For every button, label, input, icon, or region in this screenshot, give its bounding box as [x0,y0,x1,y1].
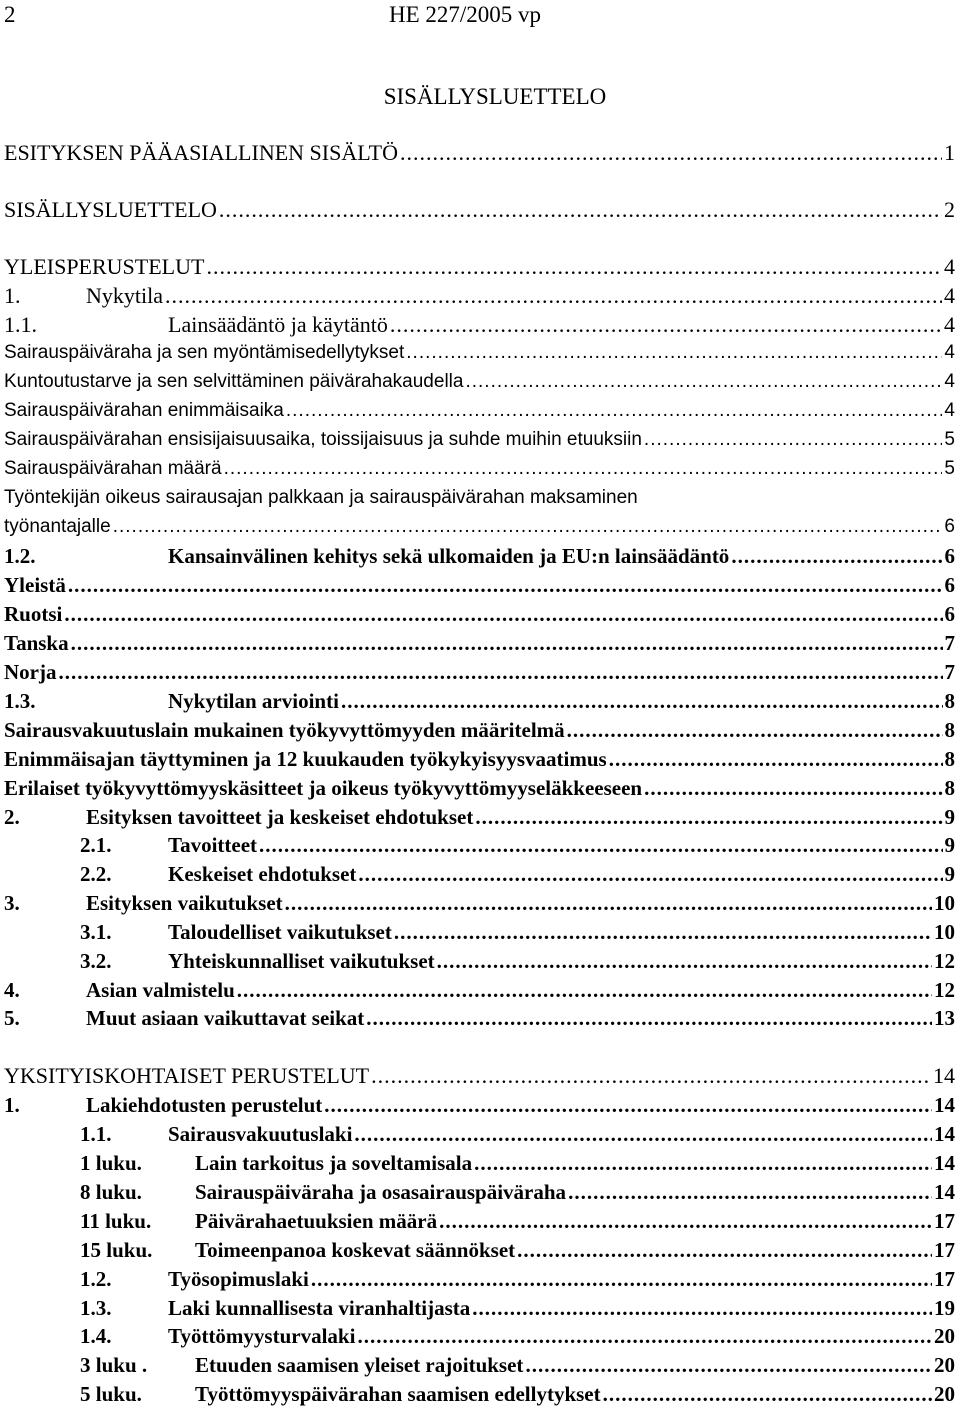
toc-entry-page: 8 [944,776,955,800]
toc-dot-leader [357,1322,932,1350]
toc-entry[interactable] [80,1294,955,1322]
toc-entry-number: 5. [4,1006,20,1030]
toc-entry[interactable] [80,1380,955,1408]
toc-dot-leader [731,542,942,570]
page-number: 2 [4,2,16,27]
toc-entry[interactable] [4,774,955,802]
toc-entry-title: Lain tarkoitus ja soveltamisala [195,1151,473,1175]
toc-dot-leader [644,426,943,454]
toc-entry[interactable] [4,571,955,599]
toc-entry-number: 1. [4,1093,20,1117]
toc-dot-leader [219,196,942,224]
toc-entry-number: 1.2. [80,1267,112,1291]
toc-entry-title: Ruotsi [4,602,63,626]
toc-entry-page: 20 [934,1382,955,1406]
toc-entry-number: 1.3. [4,689,36,713]
toc-entry-page: 9 [944,833,955,857]
toc-dot-leader [341,687,943,715]
toc-entry-title: Työntekijän oikeus sairausajan palkkaan ja sairauspäivärahan maksaminen [4,487,638,508]
toc-entry[interactable] [4,976,955,1004]
toc-entry-number: 1.3. [80,1296,112,1320]
toc-entry[interactable] [4,426,955,454]
toc-dot-leader [644,774,942,802]
toc-entry[interactable] [80,1120,955,1148]
toc-entry[interactable] [4,1004,955,1032]
toc-dot-leader [358,860,942,888]
toc-entry[interactable] [80,918,955,946]
toc-entry-title: Tavoitteet [168,833,258,857]
toc-dot-leader [354,1120,932,1148]
toc-entry-number: 1 luku. [80,1151,142,1175]
toc-entry[interactable] [4,716,955,744]
toc-entry-title: Yleistä [4,573,66,597]
toc-dot-leader [603,1380,932,1408]
toc-entry-title: Erilaiset työkyvyttömyyskäsitteet ja oikeus työkyvyttömyyseläkkeeseen [4,776,643,800]
toc-entry-title: Esityksen tavoitteet ja keskeiset ehdotukset [86,805,474,829]
toc-entry[interactable] [4,658,955,686]
toc-entry[interactable] [4,889,955,917]
toc-entry-page: 14 [934,1180,955,1204]
toc-entry-number: 2. [4,805,20,829]
toc-entry-page: 6 [944,573,955,597]
toc-entry-number: 2.2. [80,862,112,886]
toc-entry-title: Kansainvälinen kehitys sekä ulkomaiden ja EU:n lainsäädäntö [168,544,730,568]
toc-entry-number: 3. [4,891,20,915]
toc-entry-page: 20 [934,1324,955,1348]
toc-entry-title: työnantajalle [4,516,111,537]
toc-entry-title: Taloudelliset vaikutukset [168,920,392,944]
toc-entry-page: 6 [944,602,955,626]
toc-entry-title: ESITYKSEN PÄÄASIALLINEN SISÄLTÖ [4,140,398,165]
toc-entry-title: Yhteiskunnalliset vaikutukset [168,949,435,973]
toc-entry-number: 3.2. [80,949,112,973]
toc-entry-number: 3.1. [80,920,112,944]
toc-entry-page: 1 [944,140,955,165]
toc-entry-page: 9 [944,805,955,829]
toc-dot-leader [64,600,942,628]
toc-entry[interactable] [4,542,955,570]
toc-entry[interactable] [4,745,955,773]
toc-entry[interactable] [4,1091,955,1119]
toc-entry-page: 12 [934,949,955,973]
toc-entry-page: 2 [944,197,955,222]
toc-entry-page: 4 [944,400,955,421]
toc-entry-title: Sairauspäiväraha ja osasairauspäiväraha [195,1180,567,1204]
toc-entry-title: Sairauspäivärahan enimmäisaika [4,400,284,421]
document-id: HE 227/2005 vp [389,2,542,27]
toc-entry-number: 15 luku. [80,1238,153,1262]
toc-entry-title: Sairauspäivärahan määrä [4,458,222,479]
toc-entry-title: Nykytila [86,283,163,308]
toc-entry-page: 7 [944,631,955,655]
toc-entry[interactable] [4,803,955,831]
toc-entry-title: Sairausvakuutuslain mukainen työkyvyttömyyden määritelmä [4,718,565,742]
toc-entry-title: YKSITYISKOHTAISET PERUSTELUT [4,1063,370,1088]
toc-entry-page: 14 [934,1122,955,1146]
toc-dot-leader [472,1294,932,1322]
toc-entry-title: Esityksen vaikutukset [86,891,283,915]
toc-entry[interactable] [4,253,955,281]
toc-entry-page: 8 [944,718,955,742]
toc-dot-leader [237,976,932,1004]
toc-entry-number: 5 luku. [80,1382,142,1406]
toc-entry[interactable] [4,339,955,367]
toc-dot-leader [206,253,942,281]
toc-entry[interactable] [80,1322,955,1350]
toc-entry-title: Nykytilan arviointi [168,689,339,713]
toc-entry-title: Enimmäisajan täyttyminen ja 12 kuukauden työkykyisyysvaatimus [4,747,607,771]
toc-entry-number: 1.2. [4,544,36,568]
toc-entry-page: 4 [944,342,955,363]
toc-dot-leader [165,282,942,310]
toc-dot-leader [465,368,942,396]
toc-entry-number: 3 luku . [80,1353,148,1377]
toc-dot-leader [259,831,942,859]
toc-entry-title: Päivärahaetuuksien määrä [195,1209,438,1233]
toc-dot-leader [439,1207,932,1235]
toc-entry-page: 10 [934,920,955,944]
toc-entry-page: 10 [934,891,955,915]
toc-entry[interactable] [4,600,955,628]
toc-entry[interactable] [80,1149,955,1177]
toc-entry-page: 7 [944,660,955,684]
toc-entry[interactable] [4,139,955,167]
toc-entry-page: 14 [934,1151,955,1175]
toc-title: SISÄLLYSLUETTELO [383,84,607,109]
toc-entry[interactable] [80,1236,955,1264]
toc-entry-page: 6 [944,516,955,537]
toc-entry[interactable] [4,311,955,339]
toc-dot-leader [324,1091,932,1119]
toc-entry-title: Muut asiaan vaikuttavat seikat [86,1006,365,1030]
toc-entry-title: Norja [4,660,57,684]
toc-entry[interactable] [4,282,955,310]
toc-entry-title: Tanska [4,631,69,655]
toc-dot-leader [474,1149,932,1177]
toc-entry-number: 2.1. [80,833,112,857]
toc-entry-page: 4 [944,254,955,279]
toc-entry[interactable] [4,397,955,425]
toc-entry-title: Työttömyysturvalaki [168,1324,356,1348]
toc-entry-title: Sairauspäivärahan ensisijaisuusaika, toissijaisuus ja suhde muihin etuuksiin [4,429,642,450]
toc-dot-leader [517,1236,932,1264]
toc-entry[interactable] [80,831,955,859]
toc-entry-page: 14 [933,1063,955,1088]
toc-entry-page: 8 [944,747,955,771]
toc-dot-leader [113,513,943,541]
toc-dot-leader [366,1004,932,1032]
toc-entry[interactable] [80,1207,955,1235]
toc-dot-leader [58,658,942,686]
toc-entry[interactable] [4,484,955,512]
toc-dot-leader [394,918,932,946]
toc-entry-title: Sairauspäiväraha ja sen myöntämisedellytykset [4,342,405,363]
toc-entry-page: 19 [934,1296,955,1320]
toc-entry[interactable] [80,860,955,888]
toc-entry[interactable] [4,629,955,657]
toc-dot-leader [437,947,932,975]
toc-entry-title: Lakiehdotusten perustelut [86,1093,323,1117]
toc-entry-title: Kuntoutustarve ja sen selvittäminen päivärahakaudella [4,371,464,392]
toc-dot-leader [567,716,943,744]
toc-entry-page: 17 [934,1238,955,1262]
toc-entry-number: 4. [4,978,20,1002]
toc-entry-title: Keskeiset ehdotukset [168,862,357,886]
toc-entry[interactable] [4,1062,955,1090]
toc-entry-page: 9 [944,862,955,886]
toc-entry-page: 4 [944,283,955,308]
toc-entry[interactable] [4,196,955,224]
toc-entry-page: 4 [944,371,955,392]
toc-dot-leader [311,1265,932,1293]
toc-entry-title: Asian valmistelu [86,978,235,1002]
toc-dot-leader [71,629,943,657]
toc-dot-leader [286,397,943,425]
toc-entry-title: YLEISPERUSTELUT [4,254,205,279]
toc-entry-title: Laki kunnallisesta viranhaltijasta [168,1296,471,1320]
toc-entry-page: 14 [934,1093,955,1117]
toc-dot-leader [568,1178,932,1206]
toc-entry[interactable] [80,1265,955,1293]
toc-dot-leader [68,571,943,599]
toc-dot-leader [525,1351,932,1379]
toc-entry[interactable] [80,1351,955,1379]
toc-dot-leader [390,311,942,339]
toc-dot-leader [406,339,942,367]
toc-entry-page: 17 [934,1267,955,1291]
toc-entry[interactable] [80,947,955,975]
toc-dot-leader [371,1062,931,1090]
toc-entry-number: 1.1. [80,1122,112,1146]
toc-entry[interactable] [4,687,955,715]
toc-dot-leader [400,139,942,167]
toc-entry-title: Etuuden saamisen yleiset rajoitukset [195,1353,524,1377]
toc-entry-title: SISÄLLYSLUETTELO [4,197,217,222]
toc-entry[interactable] [4,455,955,483]
toc-entry-title: Työttömyyspäivärahan saamisen edellytykset [195,1382,601,1406]
toc-entry[interactable] [4,368,955,396]
toc-dot-leader [475,803,942,831]
toc-entry-page: 12 [934,978,955,1002]
toc-entry-title: Toimeenpanoa koskevat säännökset [195,1238,516,1262]
toc-entry-page: 5 [944,429,955,450]
toc-entry-number: 8 luku. [80,1180,142,1204]
toc-entry-title: Sairausvakuutuslaki [168,1122,353,1146]
toc-entry-page: 20 [934,1353,955,1377]
toc-entry-page: 5 [944,458,955,479]
toc-entry-number: 11 luku. [80,1209,152,1233]
toc-dot-leader [609,745,943,773]
toc-entry-page: 4 [944,312,955,337]
toc-dot-leader [285,889,932,917]
toc-entry-number: 1.1. [4,312,37,337]
toc-entry-number: 1. [4,283,21,308]
toc-entry-page: 13 [934,1006,955,1030]
toc-entry[interactable] [80,1178,955,1206]
toc-entry-page: 6 [944,544,955,568]
toc-entry-number: 1.4. [80,1324,112,1348]
toc-entry-page: 8 [944,689,955,713]
toc-entry-page: 17 [934,1209,955,1233]
toc-entry-title: Lainsäädäntö ja käytäntö [168,312,388,337]
toc-entry-title: Työsopimuslaki [168,1267,309,1291]
toc-dot-leader [224,455,943,483]
toc-entry[interactable] [4,513,955,541]
